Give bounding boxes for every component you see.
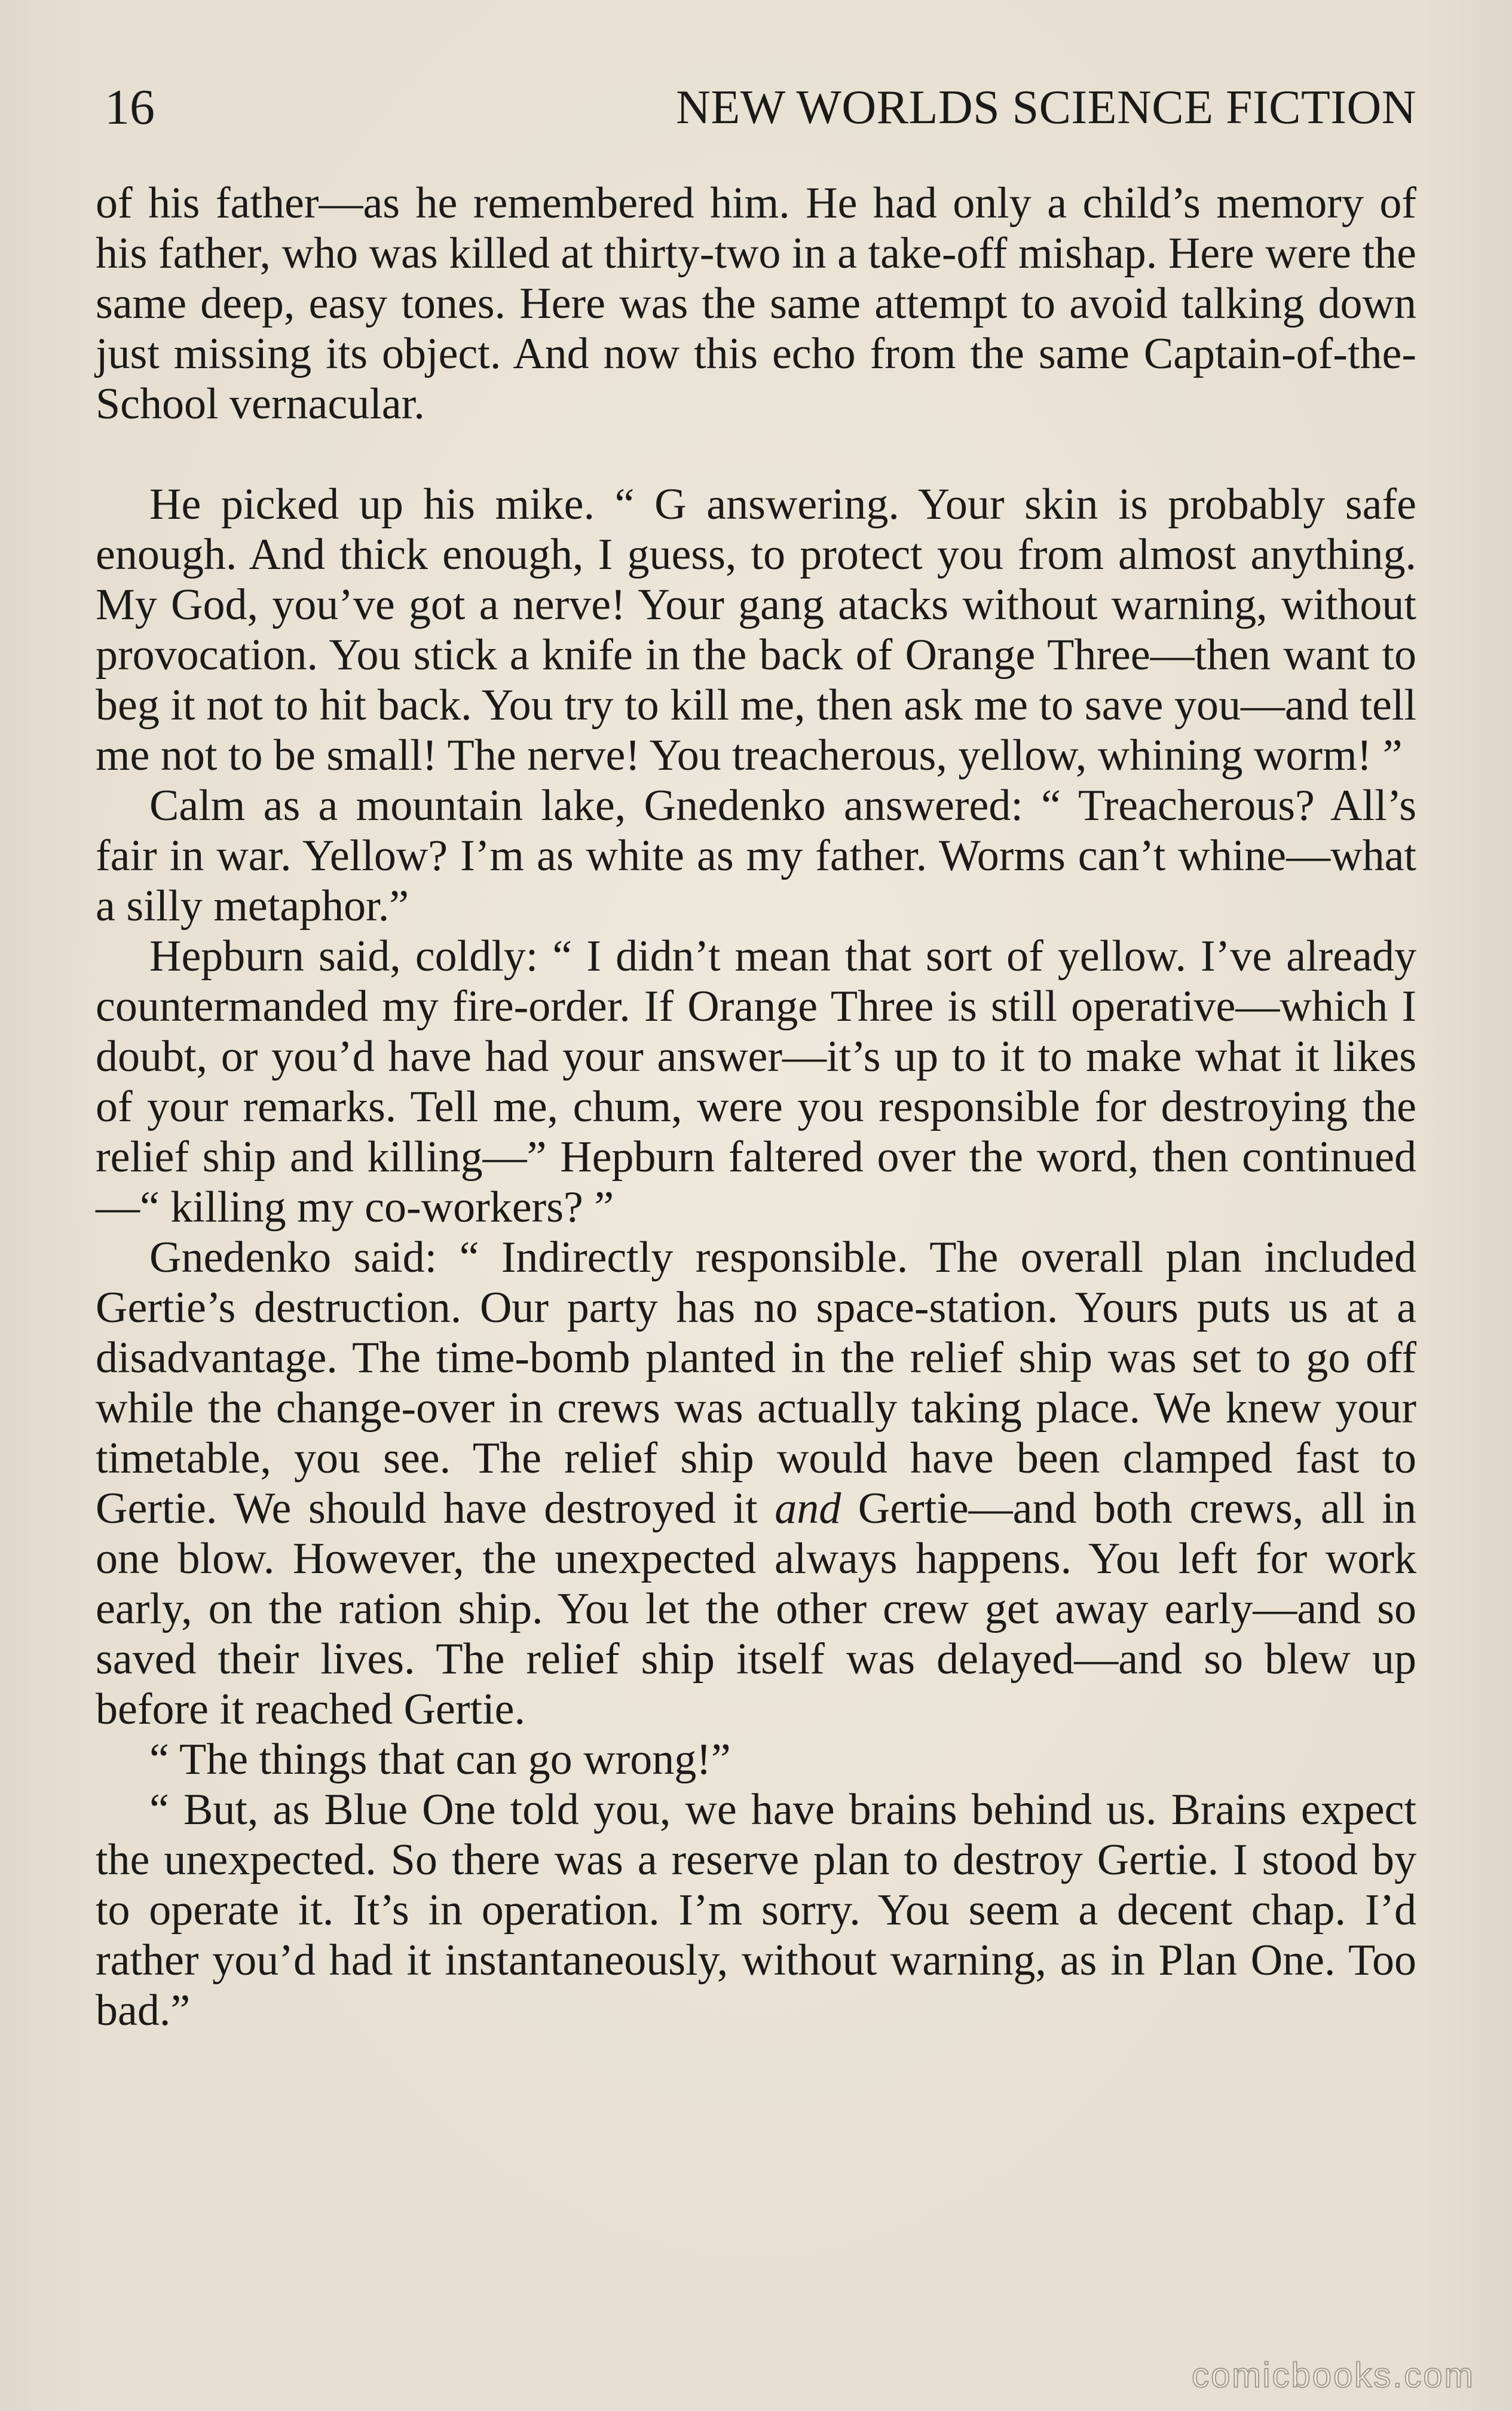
paragraph-5-before: Gnedenko said: “ Indirectly responsible. The overall plan included Gertie’s destruction. Our party has no space-station. Yours puts us at a disadvantage. The time-bomb planted in the relief ship was set to go off while the change-over in crews was actually taking place. We knew your timetable, you see. The relief ship would have been clamped fast to Gertie. We should have destroyed it (96, 1233, 1416, 1533)
paragraph-1: of his father—as he remembered him. He had only a child’s memory of his father, who was killed at thirty-two in a take-off mishap. Here were the same deep, easy tones. Here was the same attempt to avoid talking down just missing its object. And now this echo from the same Captain-of-the-School vernacular. (96, 179, 1416, 429)
paragraph-5-emphasis: and (775, 1484, 841, 1533)
paragraph-4: Hepburn said, coldly: “ I didn’t mean that sort of yellow. I’ve already countermanded my fire-order. If Orange Three is still operative—which I doubt, or you’d have had your answer—it’s up to it to make what it likes of your remarks. Tell me, chum, were you responsible for destroying the relief ship and killing—” Hepburn faltered over the word, then continued—“ killing my co-workers? ” (96, 932, 1416, 1232)
paragraph-7: “ But, as Blue One told you, we have brains behind us. Brains expect the unexpected. So there was a reserve plan to destroy Gertie. I stood by to operate it. It’s in operation. I’m sorry. You seem a decent chap. I’d rather you’d had it instantaneously, without warning, as in Plan One. Too bad.” (96, 1785, 1416, 2035)
watermark: comicbooks.com (1192, 2356, 1475, 2395)
page-header (105, 75, 1416, 140)
page-number: 16 (105, 79, 155, 135)
paragraph-5 (96, 1232, 1416, 1734)
paragraph-2: He picked up his mike. “ G answering. Your skin is probably safe enough. And thick enough, I guess, to protect you from almost anything. My God, you’ve got a nerve! Your gang atacks without warning, without provocation. You stick a knife in the back of Orange Three—then want to beg it not to hit back. You try to kill me, then ask me to save you—and tell me not to be small! The nerve! You treacherous, yellow, whining worm! ” (96, 480, 1416, 780)
story-text (96, 178, 1416, 2036)
paragraph-3: Calm as a mountain lake, Gnedenko answered: “ Treacherous? All’s fair in war. Yellow? I’m as white as my father. Worms can’t whine—what a silly metaphor.” (96, 781, 1416, 931)
paragraph-6: “ The things that can go wrong!” (149, 1735, 731, 1784)
paragraph-5-after: Gertie—and both crews, all in one blow. However, the unexpected always happens. You left for work early, on the ration ship. You let the other crew get away early—and so saved their lives. The relief ship itself was delayed—and so blew up before it reached Gertie. (96, 1484, 1416, 1734)
running-title: NEW WORLDS SCIENCE FICTION (676, 81, 1416, 134)
